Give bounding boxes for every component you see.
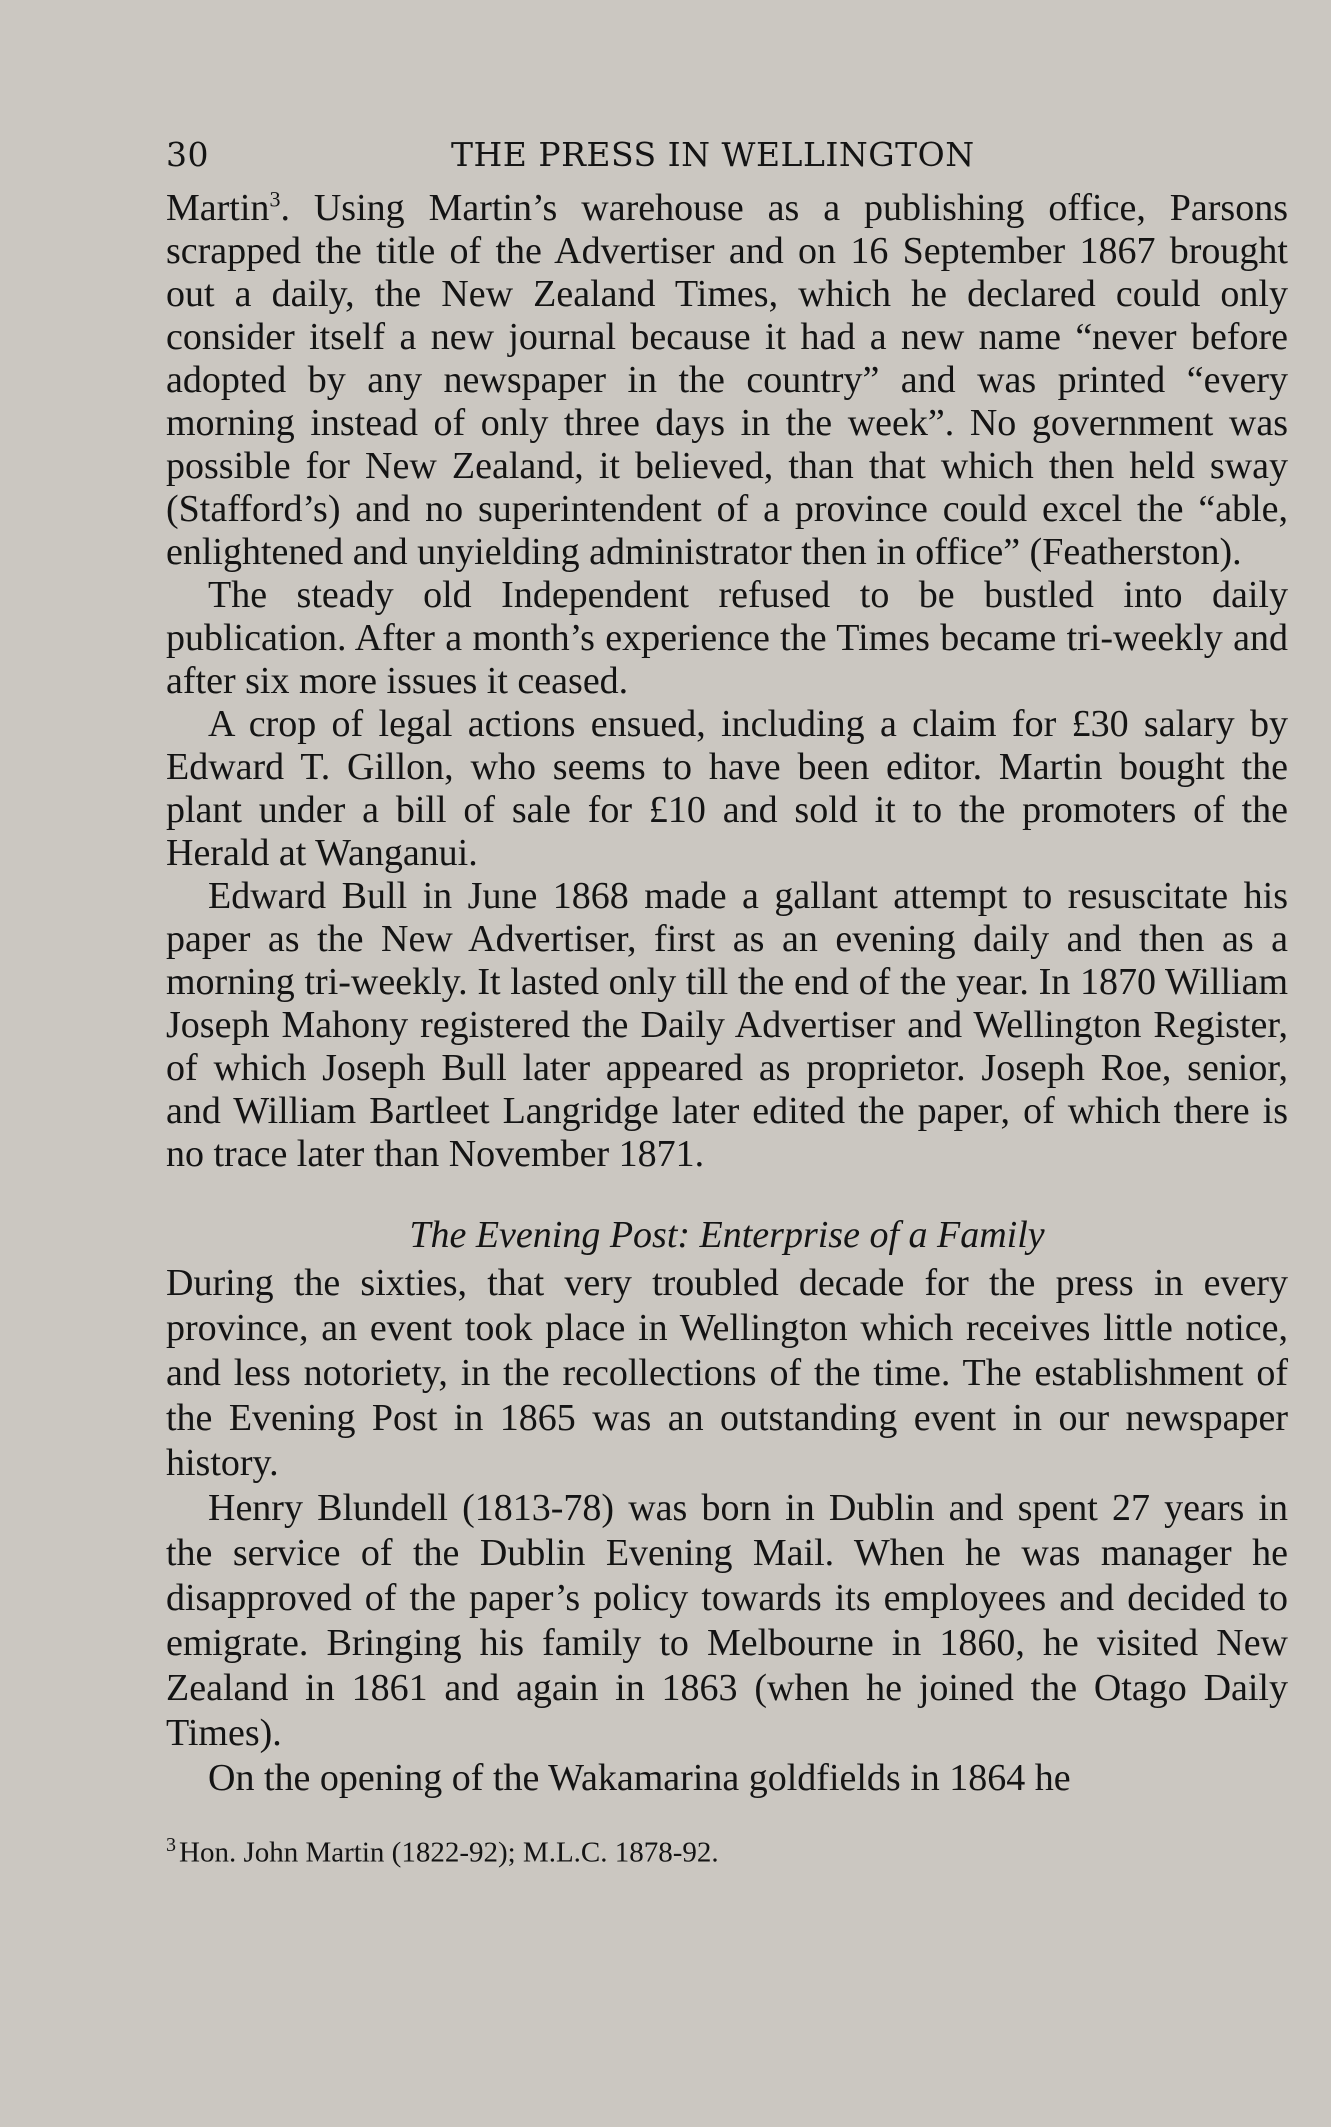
running-header: [166, 135, 1288, 187]
body-text-section: [166, 1261, 1288, 1801]
paragraph: The steady old Independent refused to be bustled into daily publication. After a month’s experience the Times became tri-weekly and after six more issues it ceased.: [166, 574, 1288, 702]
footnote-mark: 3: [166, 1834, 176, 1856]
footnote: [166, 1827, 1288, 1871]
paragraph-text: . Using Martin’s warehouse as a publishing office, Parsons scrapped the title of the Advertiser and on 16 September 1867 brought out a daily, the New Zealand Times, which he declared could only consider itself a new journal because it had a new name “never before adopted by any newspaper in the country” and was printed “every morning instead of only three days in the week”. No government was possible for New Zealand, it believed, than that which then held sway (Stafford’s) and no superintendent of a province could excel the “able, enlightened and unyielding administrator then in office” (Featherston).: [166, 187, 1288, 573]
page-number: 30: [166, 135, 209, 174]
footnote-text: Hon. John Martin (1822-92); M.L.C. 1878-92.: [179, 1836, 719, 1869]
section-heading: The Evening Post: Enterprise of a Family: [409, 1214, 1045, 1256]
running-title: THE PRESS IN WELLINGTON: [451, 135, 975, 174]
paragraph: Henry Blundell (1813-78) was born in Dublin and spent 27 years in the service of the Dublin Evening Mail. When he was manager he disapproved of the paper’s policy towards its employees and decided to emigrate. Bringing his family to Melbourne in 1860, he visited New Zealand in 1861 and again in 1863 (when he joined the Otago Daily Times).: [166, 1487, 1288, 1754]
paragraph: Edward Bull in June 1868 made a gallant attempt to resuscitate his paper as the New Advertiser, first as an evening daily and then as a morning tri-weekly. It lasted only till the end of the year. In 1870 William Joseph Mahony registered the Daily Advertiser and Wellington Register, of which Joseph Bull later appeared as proprietor. Joseph Roe, senior, and William Bartleet Langridge later edited the paper, of which there is no trace later than November 1871.: [166, 875, 1288, 1175]
footnote-reference: 3: [269, 186, 281, 212]
paragraph-text: Martin: [166, 187, 270, 229]
book-page: [166, 135, 1288, 1871]
paragraph: During the sixties, that very troubled decade for the press in every province, an event took place in Wellington which receives little notice, and less notoriety, in the recollections of the time. The establishment of the Evening Post in 1865 was an outstanding event in our newspaper history.: [166, 1262, 1288, 1484]
paragraph-continued: [166, 187, 1288, 574]
paragraph: On the opening of the Wakamarina goldfields in 1864 he: [208, 1757, 1071, 1799]
paragraph: A crop of legal actions ensued, including a claim for £30 salary by Edward T. Gillon, who seems to have been editor. Martin bought the plant under a bill of sale for £10 and sold it to the promoters of the Herald at Wanganui.: [166, 703, 1288, 874]
body-text-part1: [166, 187, 1288, 1176]
